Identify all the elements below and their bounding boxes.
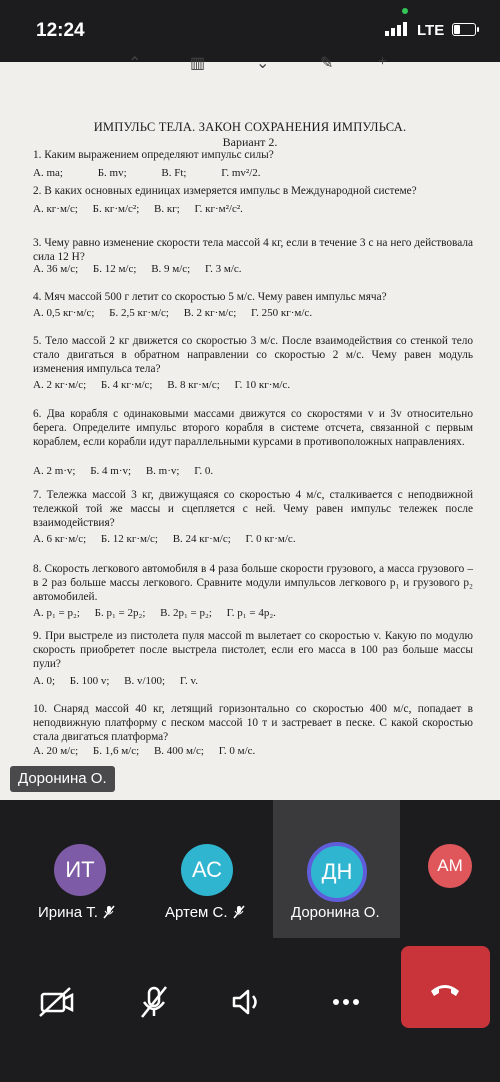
question-6: 6. Два корабля с одинаковыми массами движутся со скоростями v и 3v относительно берега. Определите импульс второго корабля в системе отсчета, связанной с первым кораблем, если корабли идут параллельными курсами в противоположных направлениях. (33, 408, 473, 448)
answers-6: А. 2 m·v; Б. 4 m·v; В. m·v; Г. 0. (33, 465, 214, 477)
more-options-icon[interactable] (318, 974, 374, 1030)
answers-9: А. 0; Б. 100 v; В. v/100; Г. v. (33, 675, 198, 687)
mic-muted-icon (232, 905, 246, 919)
document-variant: Вариант 2. (222, 135, 278, 149)
chevron-down-icon: ⌄ (256, 55, 270, 72)
participant-tile[interactable] (400, 800, 500, 938)
participant-name: Артем С. (165, 904, 228, 921)
question-5: 5. Тело массой 2 кг движется со скоростью 3 м/с. После взаимодействия со стенкой тело стало двигаться в обратном направлении со скоростью 2 м/с. Чему равен модуль изменения импульса тела? (33, 335, 473, 375)
mic-muted-icon[interactable] (126, 974, 182, 1030)
avatar: ИТ (54, 844, 106, 896)
question-1: 1. Каким выражением определяют импульс силы? (33, 149, 274, 161)
status-bar (0, 0, 500, 62)
answers-10: А. 20 м/с; Б. 1,6 м/с; В. 400 м/с; Г. 0 м/с. (33, 745, 256, 757)
question-10: 10. Снаряд массой 40 кг, летящий горизонтально со скоростью 400 м/с, попадает в неподвижную платформу с песком массой 10 т и застревает в песке. С какой скоростью стала двигаться платформа? (33, 703, 473, 743)
answers-1: А. ma; Б. mv; В. Ft; Г. mv²/2. (33, 167, 261, 179)
question-9: 9. При выстреле из пистолета пуля массой m вылетает со скоростью v. Какую по модулю скорость приобретет после выстрела пистолет, если его масса в 100 раз больше массы пули? (33, 630, 473, 670)
avatar: АС (181, 844, 233, 896)
signal-icon (385, 22, 411, 36)
answers-2: А. кг·м/с; Б. кг·м/с²; В. кг; Г. кг·м²/с². (33, 203, 243, 215)
mic-muted-icon (102, 905, 116, 919)
call-controls (0, 938, 500, 1082)
question-8: 8. Скорость легкового автомобиля в 4 раза больше скорости грузового, а масса грузового – в 2 раз больше массы легкового. Сравните модули импульсов легкового p₁ и грузового p₂ автомобилей. (33, 563, 473, 603)
participants-strip (0, 800, 500, 938)
add-icon: + (378, 53, 388, 70)
network-type: LTE (417, 22, 445, 39)
phone-hangup-icon (401, 946, 490, 1028)
document-toolbar-remnant (0, 53, 500, 82)
answers-7: А. 6 кг·м/с; Б. 12 кг·м/с; В. 24 кг·м/с; Г. 0 кг·м/с. (33, 533, 296, 545)
answers-4: А. 0,5 кг·м/с; Б. 2,5 кг·м/с; В. 2 кг·м/с; Г. 250 кг·м/с. (33, 307, 313, 319)
question-3: 3. Чему равно изменение скорости тела массой 4 кг, если в течение 3 с на него действовала сила 12 Н? (33, 237, 473, 263)
participant-tile-active[interactable] (273, 800, 400, 938)
speaker-name-tag: Доронина О. (10, 766, 115, 792)
avatar: АМ (428, 844, 472, 888)
speaker-icon[interactable] (218, 974, 274, 1030)
participant-tile[interactable] (0, 800, 145, 938)
answers-8: А. p₁ = p₂; Б. p₁ = 2p₂; В. 2p₁ = p₂; Г. p₁ = 4p₂. (33, 607, 276, 619)
question-7: 7. Тележка массой 3 кг, движущаяся со скоростью 4 м/с, сталкивается с неподвижной тележкой той же массы и сцепляется с ней. Чему равен импульс тележек после взаимодействия? (33, 489, 473, 529)
document-icon: ▥ (190, 55, 206, 72)
question-2: 2. В каких основных единицах измеряется импульс в Международной системе? (33, 185, 417, 197)
avatar: ДН (307, 842, 367, 902)
participant-tile[interactable] (145, 800, 273, 938)
shared-screen (0, 53, 500, 800)
edit-icon: ✎ (320, 55, 334, 72)
participant-name: Доронина О. (291, 904, 380, 921)
chevron-icon: ⌃ (128, 55, 142, 72)
battery-icon (452, 23, 476, 36)
camera-off-icon[interactable] (28, 974, 84, 1030)
answers-5: А. 2 кг·м/с; Б. 4 кг·м/с; В. 8 кг·м/с; Г. 10 кг·м/с. (33, 379, 291, 391)
end-call-button[interactable] (401, 946, 490, 1028)
document-title: ИМПУЛЬС ТЕЛА. ЗАКОН СОХРАНЕНИЯ ИМПУЛЬСА. (93, 120, 407, 134)
question-4: 4. Мяч массой 500 г летит со скоростью 5 м/с. Чему равен импульс мяча? (33, 291, 387, 303)
answers-3: А. 36 м/с; Б. 12 м/с; В. 9 м/с; Г. 3 м/с. (33, 263, 242, 275)
mic-indicator-icon (402, 8, 408, 14)
clock: 12:24 (36, 20, 85, 41)
participant-name: Ирина Т. (38, 904, 98, 921)
